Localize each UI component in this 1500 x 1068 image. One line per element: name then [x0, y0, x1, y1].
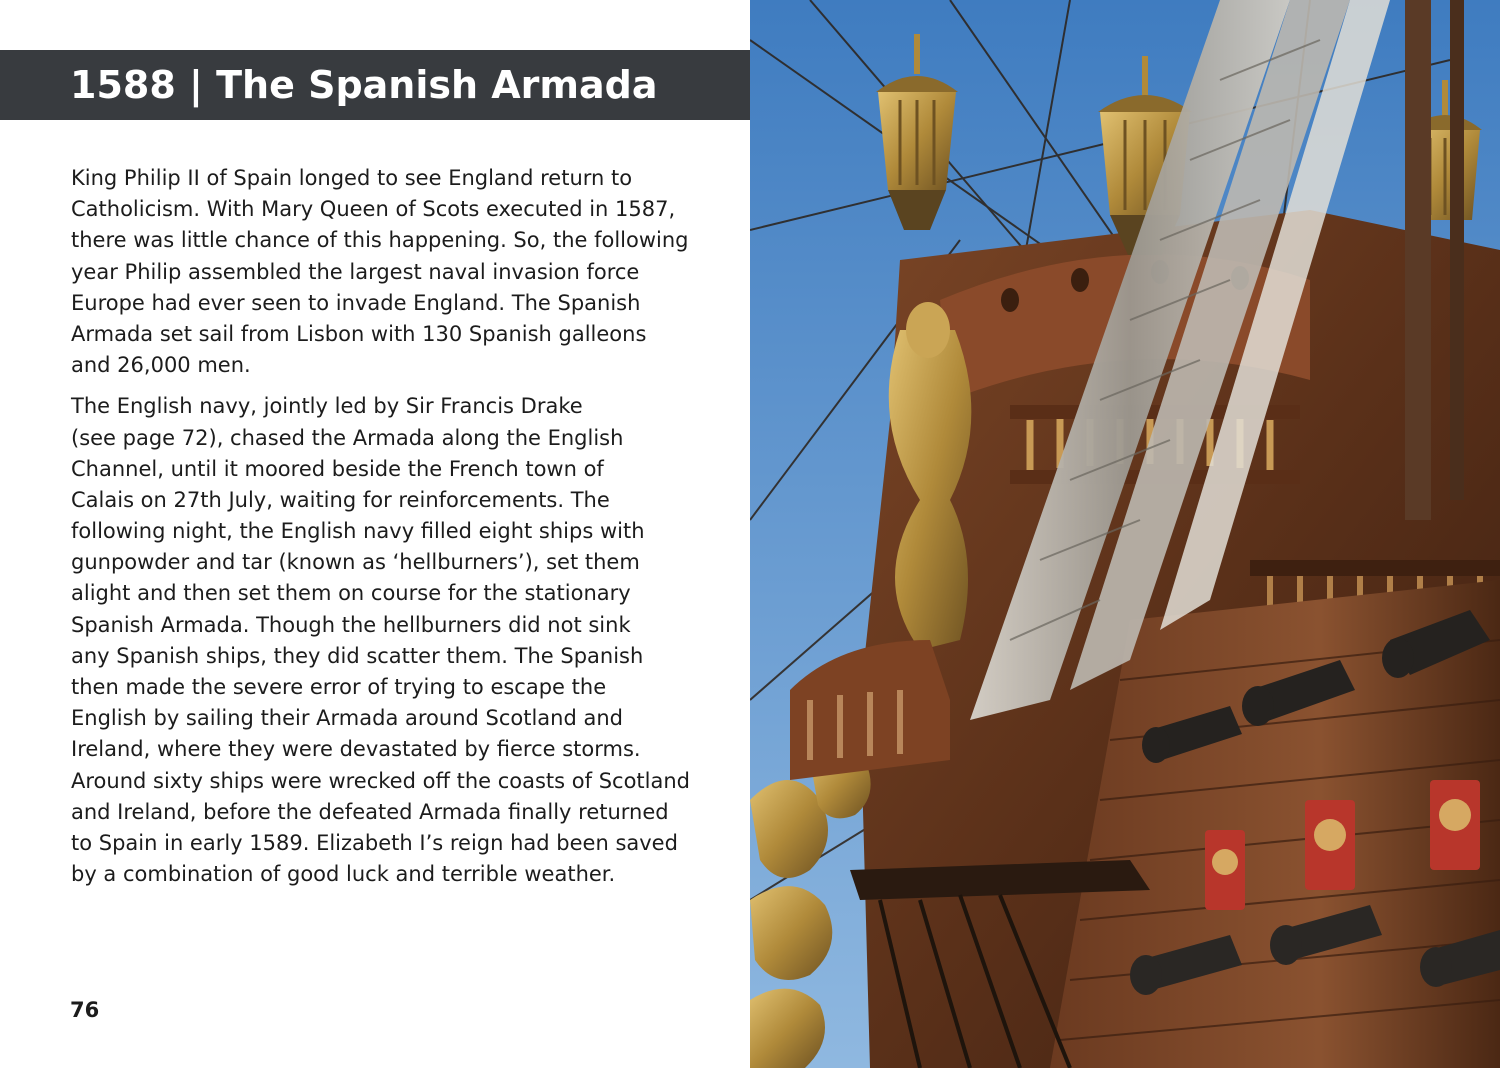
- page-title: 1588 | The Spanish Armada: [70, 63, 658, 107]
- text-line: by a combination of good luck and terrible weather.: [71, 862, 616, 887]
- deck-rail: [1250, 560, 1500, 576]
- text-line: (see page 72), chased the Armada along the English: [71, 425, 624, 450]
- text-line: Catholicism. With Mary Queen of Scots executed in 1587,: [71, 197, 676, 222]
- text-line: King Philip II of Spain longed to see England return to: [71, 166, 633, 190]
- text-line: Ireland, where they were devastated by fierce storms.: [71, 737, 641, 762]
- text-line: Around sixty ships were wrecked off the coasts of Scotland: [71, 768, 690, 793]
- galleon-illustration: [750, 0, 1500, 1068]
- main-mast: [1405, 0, 1431, 520]
- figure-head: [906, 302, 950, 358]
- paragraph-2: [71, 391, 711, 890]
- text-line: Armada set sail from Lisbon with 130 Spanish galleons: [71, 321, 647, 346]
- text-line: Channel, until it moored beside the French town of: [71, 456, 604, 481]
- paragraph-1: [71, 163, 711, 381]
- text-line: there was little chance of this happening. So, the following: [71, 228, 689, 253]
- page-number: 76: [70, 998, 100, 1022]
- text-line: Europe had ever seen to invade England. The Spanish: [71, 290, 641, 315]
- title-bar: [0, 50, 750, 120]
- text-line: and 26,000 men.: [71, 353, 251, 378]
- text-line: Calais on 27th July, waiting for reinforcements. The: [71, 487, 610, 512]
- text-line: Spanish Armada. Though the hellburners did not sink: [71, 612, 631, 637]
- text-line: year Philip assembled the largest naval invasion force: [71, 259, 640, 284]
- text-line: and Ireland, before the defeated Armada finally returned: [71, 799, 669, 824]
- text-line: any Spanish ships, they did scatter them. The Spanish: [71, 643, 644, 668]
- text-line: alight and then set them on course for the stationary: [71, 581, 631, 606]
- body-text: [71, 163, 711, 890]
- rear-mast: [1450, 0, 1464, 500]
- text-line: English by sailing their Armada around Scotland and: [71, 706, 623, 731]
- galleon-photo: [750, 0, 1500, 1068]
- text-line: then made the severe error of trying to escape the: [71, 675, 607, 699]
- text-line: to Spain in early 1589. Elizabeth I’s reign had been saved: [71, 830, 678, 855]
- text-line: The English navy, jointly led by Sir Francis Drake: [71, 394, 583, 419]
- text-line: gunpowder and tar (known as ‘hellburners’), set them: [71, 550, 640, 575]
- text-line: following night, the English navy filled eight ships with: [71, 519, 645, 544]
